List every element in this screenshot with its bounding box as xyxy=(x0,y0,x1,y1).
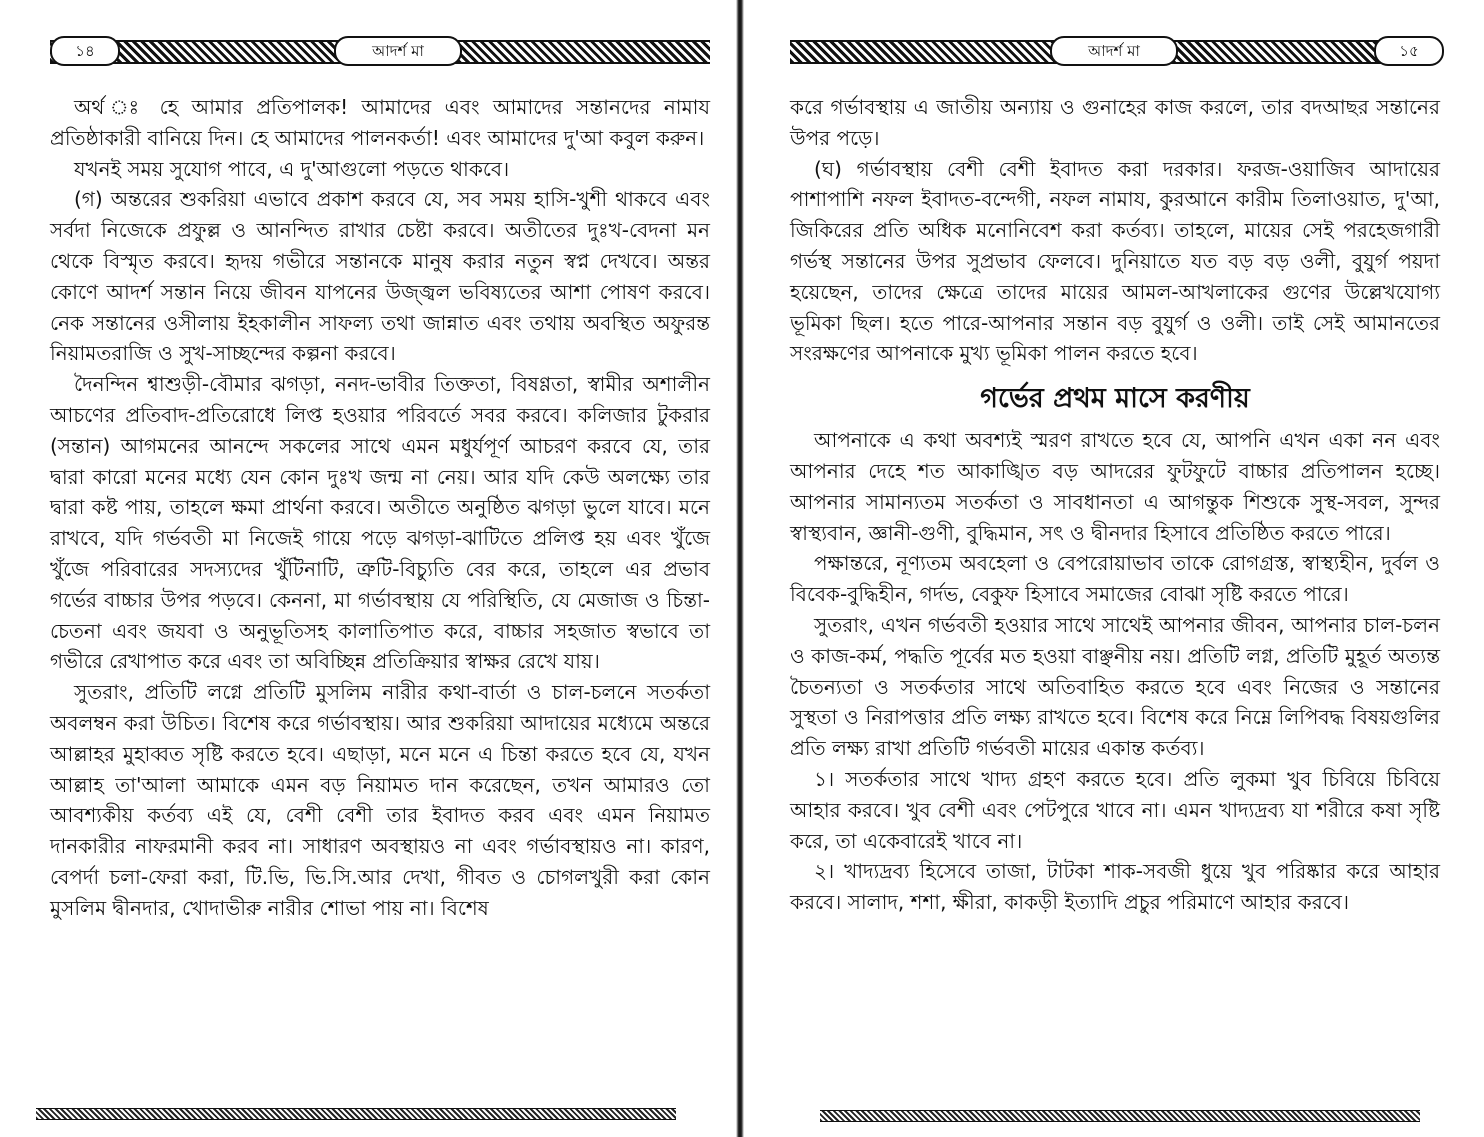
footer-ornament xyxy=(820,1110,1420,1122)
paragraph: (গ) অন্তরের শুকরিয়া এভাবে প্রকাশ করবে যে, সব সময় হাসি-খুশী থাকবে এবং সর্বদা নিজেকে প্রফুল্ল ও আনন্দিত রাখার চেষ্টা করবে। অতীতের দুঃখ-বেদনা মন থেকে বিস্মৃত করবে। হৃদয় গভীরে সন্তানকে মানুষ করার নতুন স্বপ্ন দেখবে। অন্তর কোণে আদর্শ সন্তান নিয়ে জীবন যাপনের উজ্জ্বল ভবিষ্যতের আশা পোষণ করবে। নেক সন্তানের ওসীলায় ইহকালীন সাফল্য তথা জান্নাত এবং তথায় অবস্থিত অফুরন্ত নিয়ামতরাজি ও সুখ-সাচ্ছন্দের কল্পনা করবে। xyxy=(50,187,710,366)
paragraph: সুতরাং, প্রতিটি লগ্নে প্রতিটি মুসলিম নারীর কথা-বার্তা ও চাল-চলনে সতর্কতা অবলম্বন করা উচিত। বিশেষ করে গর্ভাবস্থায়। আর শুকরিয়া আদায়ের মধ্যেমে অন্তরে আল্লাহর মুহাব্বত সৃষ্টি করতে হবে। এছাড়া, মনে মনে এ চিন্তা করতে হবে যে, যখন আল্লাহ তা'আলা আমাকে এমন বড় নিয়ামত দান করেছেন, তখন আমারও তো আবশ্যকীয় কর্তব্য এই যে, বেশী বেশী তার ইবাদত করব এবং এমন নিয়ামত দানকারীর নাফরমানী করব না। সাধারণ অবস্থায়ও না এবং গর্ভাবস্থায়ও না। কারণ, বেপর্দা চলা-ফেরা করা, টি.ভি, ভি.সি.আর দেখা, গীবত ও চোগলখুরী করা কোন মুসলিম দ্বীনদার, খোদাভীরু নারীর শোভা পায় না। বিশেষ xyxy=(50,680,710,920)
paragraph: যখনই সময় সুযোগ পাবে, এ দু'আগুলো পড়তে থাকবে। xyxy=(74,156,510,181)
paragraph: সুতরাং, এখন গর্ভবতী হওয়ার সাথে সাথেই আপনার জীবন, আপনার চাল-চলন ও কাজ-কর্ম, পদ্ধতি পূর্বের মত হওয়া বাঞ্ছনীয় নয়। প্রতিটি লগ্ন, প্রতিটি মুহূর্ত অত্যন্ত চৈতন্যতা ও সতর্কতার সাথে অতিবাহিত করতে হবে এবং নিজের ও সন্তানের সুস্থতা ও নিরাপত্তার প্রতি লক্ষ্য রাখতে হবে। বিশেষ করে নিম্নে লিপিবদ্ধ বিষয়গুলির প্রতি লক্ষ্য রাখা প্রতিটি গর্ভবতী মায়ের একান্ত কর্তব্য। xyxy=(790,612,1440,761)
right-page xyxy=(770,0,1460,1137)
paragraph: করে গর্ভাবস্থায় এ জাতীয় অন্যায় ও গুনাহের কাজ করলে, তার বদআছর সন্তানের উপর পড়ে। xyxy=(790,95,1440,150)
running-title: আদর্শ মা xyxy=(1050,36,1178,66)
page-number: ১৪ xyxy=(50,36,120,66)
paragraph: অর্থ ঃ হে আমার প্রতিপালক! আমাদের এবং আমাদের সন্তানদের নামায প্রতিষ্ঠাকারী বানিয়ে দিন। হে আমাদের পালনকর্তা! এবং আমাদের দু'আ কবুল করুন। xyxy=(50,95,710,150)
paragraph: আপনাকে এ কথা অবশ্যই স্মরণ রাখতে হবে যে, আপনি এখন একা নন এবং আপনার দেহে শত আকাঙ্খিত বড় আদরের ফুটফুটে বাচ্চার প্রতিপালন হচ্ছে। আপনার সামান্যতম সতর্কতা ও সাবধানতা এ আগন্তুক শিশুকে সুস্থ-সবল, সুন্দর স্বাস্থ্যবান, জ্ঞানী-গুণী, বুদ্ধিমান, সৎ ও দ্বীনদার হিসাবে প্রতিষ্ঠিত করতে পারে। xyxy=(790,428,1440,545)
right-page-body xyxy=(790,92,1440,918)
page-number: ১৫ xyxy=(1374,36,1444,66)
paragraph: ২। খাদ্যদ্রব্য হিসেবে তাজা, টাটকা শাক-সবজী ধুয়ে খুব পরিষ্কার করে আহার করবে। সালাদ, শশা, ক্ষীরা, কাকড়ী ইত্যাদি প্রচুর পরিমাণে আহার করবে। xyxy=(790,859,1440,915)
left-page-body xyxy=(50,92,710,924)
section-heading: গর্ভের প্রথম মাসে করণীয় xyxy=(980,383,1250,415)
right-page-header xyxy=(790,30,1440,70)
running-title: আদর্শ মা xyxy=(334,36,462,66)
paragraph: (ঘ) গর্ভাবস্থায় বেশী বেশী ইবাদত করা দরকার। ফরজ-ওয়াজিব আদায়ের পাশাপাশি নফল ইবাদত-বন্দেগী, নফল নামায, কুরআনে কারীম তিলাওয়াত, দু'আ, জিকিরের প্রতি অধিক মনোনিবেশ করা কর্তব্য। তাহলে, মায়ের সেই পরহেজগারী গর্ভস্থ সন্তানের উপর সুপ্রভাব ফেলবে। দুনিয়াতে যত বড় বড় ওলী, বুযুর্গ পয়দা হয়েছেন, তাদের ক্ষেত্রে তাদের মায়ের আমল-আখলাকের গুণের উল্লেখযোগ্য ভূমিকা ছিল। হতে পারে-আপনার সন্তান বড় বুযুর্গ ও ওলী। তাই সেই আমানতের সংরক্ষণের আপনাকে মুখ্য ভূমিকা পালন করতে হবে। xyxy=(790,156,1440,366)
paragraph: দৈনন্দিন শ্বাশুড়ী-বৌমার ঝগড়া, ননদ-ভাবীর তিক্ততা, বিষণ্ণতা, স্বামীর অশালীন আচণের প্রতিবাদ-প্রতিরোধে লিপ্ত হওয়ার পরিবর্তে সবর করবে। কলিজার টুকরার (সন্তান) আগমনের আনন্দে সকলের সাথে এমন মধুর্যপূর্ণ আচরণ করবে যে, তার দ্বারা কারো মনের মধ্যে যেন কোন দুঃখ জন্ম না নেয়। আর যদি কেউ অলক্ষ্যে তার দ্বারা কষ্ট পায়, তাহলে ক্ষমা প্রার্থনা করবে। অতীতে অনুষ্ঠিত ঝগড়া ভুলে যাবে। মনে রাখবে, যদি গর্ভবতী মা নিজেই গায়ে পড়ে ঝগড়া-ঝাটিতে প্রলিপ্ত হয় এবং খুঁজে খুঁজে পরিবারের সদস্যদের খুঁটিনাটি, ত্রুটি-বিচ্যুতি বের করে, তাহলে এর প্রভাব গর্ভের বাচ্চার উপর পড়বে। কেননা, মা গর্ভাবস্থায় যে পরিস্থিতি, যে মেজাজ ও চিন্তা-চেতনা এবং জযবা ও অনুভূতিসহ কালাতিপাত করে, বাচ্চার সহজাত স্বভাবে তা গভীরে রেখাপাত করে এবং তা অবিচ্ছিন্ন প্রতিক্রিয়ার স্বাক্ষর রেখে যায়। xyxy=(50,372,710,674)
paragraph: ১। সতর্কতার সাথে খাদ্য গ্রহণ করতে হবে। প্রতি লুকমা খুব চিবিয়ে চিবিয়ে আহার করবে। খুব বেশী এবং পেটপুরে খাবে না। এমন খাদ্যদ্রব্য যা শরীরে কষা সৃষ্টি করে, তা একেবারেই খাবে না। xyxy=(790,766,1440,853)
left-page xyxy=(20,0,710,1137)
footer-ornament xyxy=(36,1108,676,1120)
paragraph: পক্ষান্তরে, নূণ্যতম অবহেলা ও বেপরোয়াভাব তাকে রোগগ্রস্ত, স্বাস্থ্যহীন, দুর্বল ও বিবেক-বুদ্ধিহীন, গর্দভ, বেকুফ হিসাবে সমাজের বোঝা সৃষ্টি করতে পারে। xyxy=(790,551,1440,607)
left-page-header xyxy=(50,30,710,70)
book-gutter xyxy=(736,0,744,1137)
